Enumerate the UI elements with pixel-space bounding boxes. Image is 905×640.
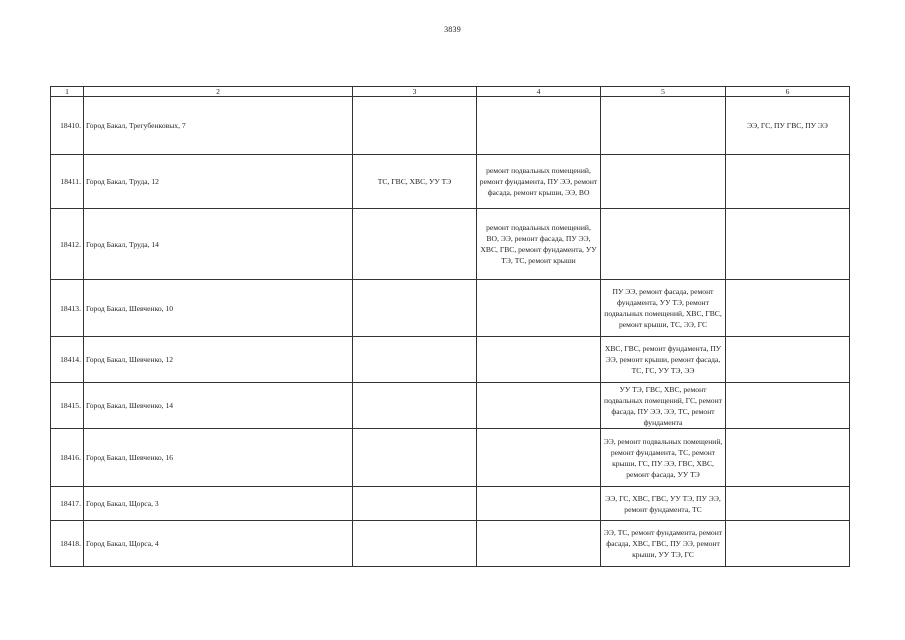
row-col5	[601, 97, 726, 155]
row-col6	[726, 280, 850, 337]
row-col6	[726, 429, 850, 487]
row-col3	[353, 487, 477, 521]
row-number: 18416.	[51, 429, 84, 487]
row-col4	[477, 337, 601, 383]
row-col6	[726, 487, 850, 521]
table-row	[51, 383, 850, 429]
column-header-5: 5	[601, 87, 726, 97]
row-number: 18410.	[51, 97, 84, 155]
column-header-2: 2	[84, 87, 353, 97]
row-col3	[353, 337, 477, 383]
row-address: Город Бакал, Трегубенковых, 7	[84, 97, 353, 155]
row-col5	[601, 209, 726, 280]
row-number: 18415.	[51, 383, 84, 429]
row-col6	[726, 209, 850, 280]
row-col4	[477, 487, 601, 521]
row-col5: ЭЭ, ГС, ХВС, ГВС, УУ ТЭ, ПУ ЭЭ, ремонт фундамента, ТС	[601, 487, 726, 521]
row-col6: ЭЭ, ГС, ПУ ГВС, ПУ ЭЭ	[726, 97, 850, 155]
row-col5: ЭЭ, ТС, ремонт фундамента, ремонт фасада, ХВС, ГВС, ПУ ЭЭ, ремонт крыши, УУ ТЭ, ГС	[601, 521, 726, 567]
page-number: 3839	[444, 25, 461, 34]
row-col4	[477, 521, 601, 567]
register-table	[50, 86, 850, 567]
table-row	[51, 155, 850, 209]
row-col4: ремонт подвальных помещений, ВО, ЭЭ, ремонт фасада, ПУ ЭЭ, ХВС, ГВС, ремонт фундамента, УУ ТЭ, ТС, ремонт крыши	[477, 209, 601, 280]
row-col3: ТС, ГВС, ХВС, УУ ТЭ	[353, 155, 477, 209]
row-col3	[353, 209, 477, 280]
row-col3	[353, 429, 477, 487]
table-row	[51, 521, 850, 567]
row-number: 18411.	[51, 155, 84, 209]
row-col5	[601, 155, 726, 209]
row-number: 18417.	[51, 487, 84, 521]
row-col4	[477, 429, 601, 487]
column-header-6: 6	[726, 87, 850, 97]
column-header-1: 1	[51, 87, 84, 97]
row-address: Город Бакал, Труда, 14	[84, 209, 353, 280]
row-col5: ХВС, ГВС, ремонт фундамента, ПУ ЭЭ, ремонт крыши, ремонт фасада, ТС, ГС, УУ ТЭ, ЭЭ	[601, 337, 726, 383]
row-col5: УУ ТЭ, ГВС, ХВС, ремонт подвальных помещений, ГС, ремонт фасада, ПУ ЭЭ, ЭЭ, ТС, ремонт фундамента	[601, 383, 726, 429]
row-col6	[726, 155, 850, 209]
row-col6	[726, 337, 850, 383]
row-col3	[353, 521, 477, 567]
header-row	[51, 87, 850, 97]
row-number: 18412.	[51, 209, 84, 280]
table-row	[51, 337, 850, 383]
row-col3	[353, 97, 477, 155]
table-row	[51, 97, 850, 155]
row-col5: ЭЭ, ремонт подвальных помещений, ремонт фундамента, ТС, ремонт крыши, ГС, ПУ ЭЭ, ГВС, ХВС, ремонт фасада, УУ ТЭ	[601, 429, 726, 487]
column-header-3: 3	[353, 87, 477, 97]
row-col5: ПУ ЭЭ, ремонт фасада, ремонт фундамента, УУ ТЭ, ремонт подвальных помещений, ХВС, ГВС, ремонт крыши, ТС, ЭЭ, ГС	[601, 280, 726, 337]
table-row	[51, 487, 850, 521]
column-header-4: 4	[477, 87, 601, 97]
row-address: Город Бакал, Шевченко, 10	[84, 280, 353, 337]
row-col6	[726, 383, 850, 429]
row-address: Город Бакал, Труда, 12	[84, 155, 353, 209]
row-col3	[353, 280, 477, 337]
row-address: Город Бакал, Щорса, 4	[84, 521, 353, 567]
row-address: Город Бакал, Щорса, 3	[84, 487, 353, 521]
table-row	[51, 209, 850, 280]
row-col4	[477, 383, 601, 429]
row-col4: ремонт подвальных помещений, ремонт фундамента, ПУ ЭЭ, ремонт фасада, ремонт крыши, ЭЭ, ВО	[477, 155, 601, 209]
table-row	[51, 280, 850, 337]
row-number: 18414.	[51, 337, 84, 383]
row-col6	[726, 521, 850, 567]
row-address: Город Бакал, Шевченко, 12	[84, 337, 353, 383]
row-address: Город Бакал, Шевченко, 14	[84, 383, 353, 429]
row-number: 18413.	[51, 280, 84, 337]
row-col4	[477, 97, 601, 155]
row-address: Город Бакал, Шевченко, 16	[84, 429, 353, 487]
row-col3	[353, 383, 477, 429]
row-number: 18418.	[51, 521, 84, 567]
table-row	[51, 429, 850, 487]
row-col4	[477, 280, 601, 337]
